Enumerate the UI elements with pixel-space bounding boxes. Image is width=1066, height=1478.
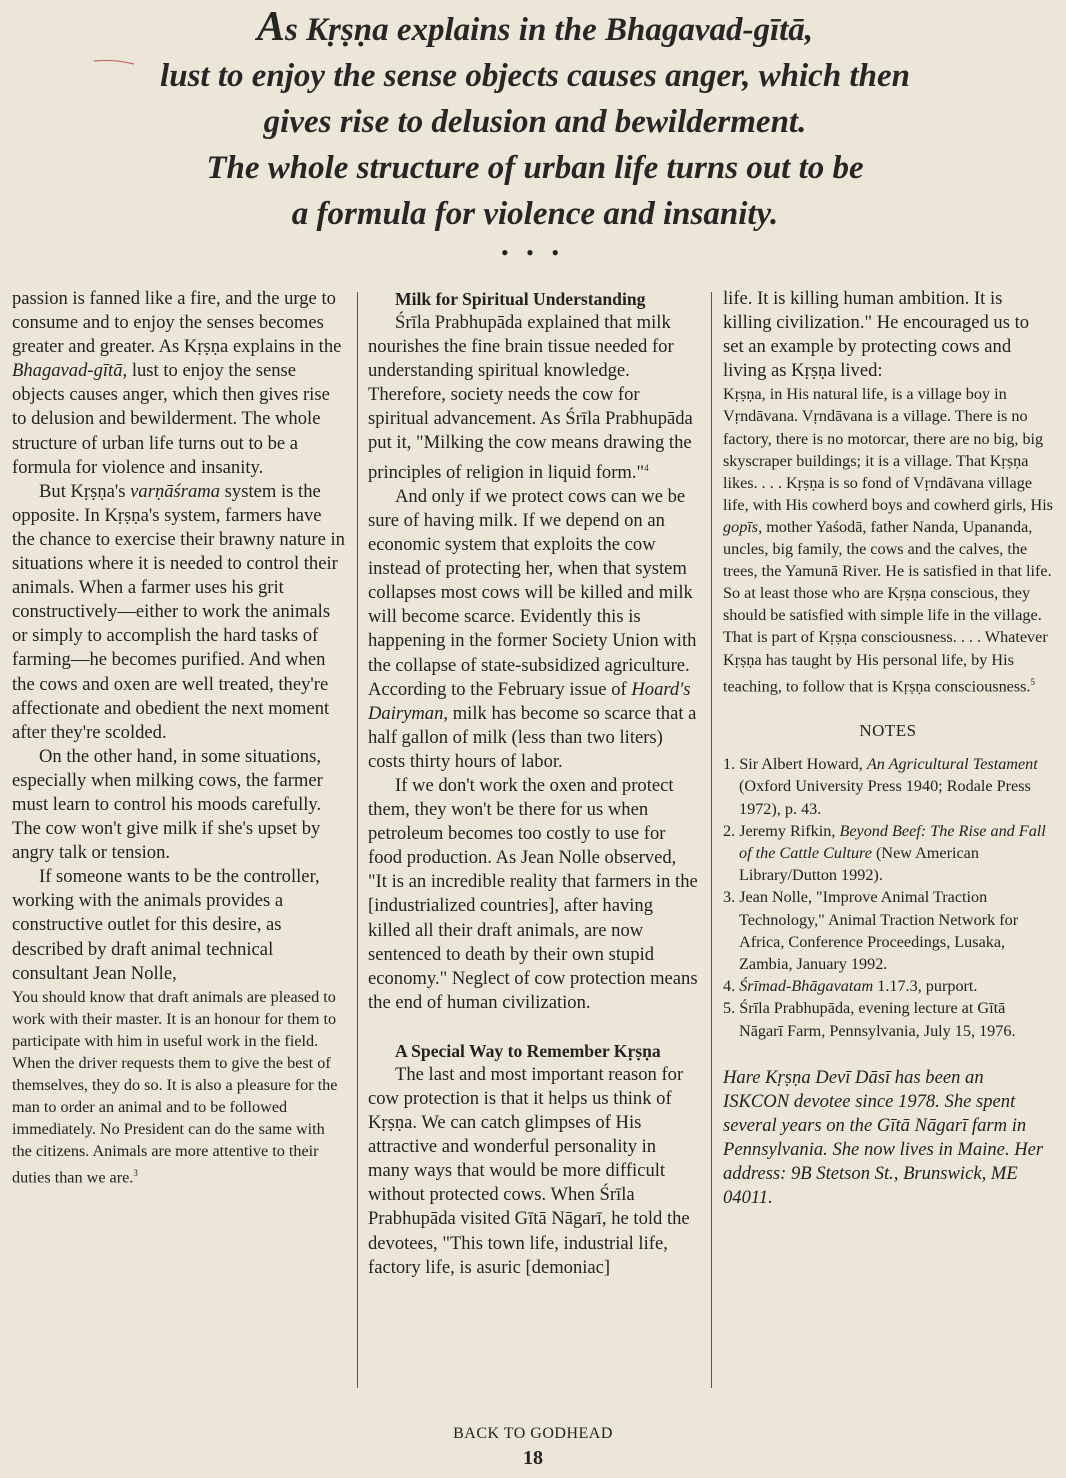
- magazine-name: BACK TO GODHEAD: [453, 1425, 613, 1442]
- paragraph: life. It is killing human ambition. It is killing civilization." He encouraged us to set an example by protecting cows and living as Kṛṣṇa lived:: [723, 288, 1030, 382]
- paragraph: But Kṛṣṇa's varṇāśrama system is the opposite. In Kṛṣṇa's system, farmers have the chance to exercise their brawny nature in situations where it is needed to control their animals. When a farmer uses his grit constructively—either to work the animals or simply to accomplish the hard tasks of farming—he becomes purified. And when the cows and oxen are well treated, they're affectionate and obedient the next moment after they're scolded.: [12, 480, 345, 743]
- author-bio: Hare Kṛṣṇa Devī Dāsī has been an ISKCON devotee since 1978. She spent several years on the Gītā Nāgarī farm in Pennsylvania. She now lives in Maine. Her address: 9B Stetson St., Brunswick, ME 04011.: [723, 1066, 1044, 1209]
- column-3: [723, 287, 1053, 1210]
- footnote-ref[interactable]: 4: [644, 462, 649, 473]
- pull-quote-line: lust to enjoy the sense objects causes anger, which then: [160, 58, 910, 94]
- pull-quote-text: s Kṛṣṇa explains in the Bhagavad-gītā,: [284, 12, 814, 48]
- paragraph: The last and most important reason for cow protection is that it helps us think of Kṛṣṇa. We can catch glimpses of His attractive and wonderful personality in many ways that would be more difficult without protected cows. When Śrīla Prabhupāda visited Gītā Nāgarī, he told the devotees, "This town life, industrial life, factory life, is asuric [demoniac]: [368, 1063, 690, 1278]
- drop-letter: A: [256, 4, 285, 50]
- paragraph: If we don't work the oxen and protect them, they won't be there for us when petroleum becomes too costly to use for food production. As Jean Nolle observed, "It is an incredible reality that farmers in the [industrialized countries], after having killed all their draft animals, are now sentenced to death by their own stupid economy." Neglect of cow protection means the end of human civilization.: [368, 774, 698, 1013]
- note-item: 2. Jeremy Rifkin, Beyond Beef: The Rise and Fall of the Cattle Culture (New American Library/Dutton 1992).: [723, 821, 1046, 885]
- pull-quote: [60, 4, 1010, 237]
- note-item: 3. Jean Nolle, "Improve Animal Traction Technology," Animal Traction Network for Africa, Conference Proceedings, Lusaka, Zambia, January 1992.: [723, 888, 1019, 973]
- pull-quote-line: The whole structure of urban life turns out to be: [206, 150, 864, 186]
- paragraph: On the other hand, in some situations, especially when milking cows, the farmer must learn to control his moods carefully. The cow won't give milk if she's upset by angry talk or tension.: [12, 745, 323, 864]
- footnote-ref[interactable]: 3: [133, 1168, 138, 1179]
- page-number: 18: [523, 1447, 543, 1469]
- pencil-mark: [92, 58, 136, 68]
- note-item: 5. Śrīla Prabhupāda, evening lecture at Gītā Nāgarī Farm, Pennsylvania, July 15, 1976.: [723, 999, 1016, 1040]
- note-item: 1. Sir Albert Howard, An Agricultural Testament (Oxford University Press 1940; Rodale Press 1972), p. 43.: [723, 755, 1038, 818]
- paragraph: passion is fanned like a fire, and the urge to consume and to enjoy the senses becomes greater and greater. As Kṛṣṇa explains in the Bhagavad-gītā, lust to enjoy the sense objects causes anger, which then gives rise to delusion and bewilderment. The whole structure of urban life turns out to be a formula for violence and insanity.: [12, 288, 342, 478]
- pull-quote-line: a formula for violence and insanity.: [291, 196, 779, 232]
- block-quote: You should know that draft animals are pleased to work with their master. It is an honour for them to participate with him in useful work in the field. When the driver requests them to give the best of themselves, they do so. It is also a pleasure for the man to order an animal and to be followed immediately. No President can do the same with the citizens. Animals are more attentive to their duties than we are.$^3$: [12, 987, 338, 1187]
- pull-quote-line: gives rise to delusion and bewilderment.: [263, 104, 807, 140]
- footnote-ref[interactable]: 5: [1030, 676, 1036, 687]
- note-item: 4. Śrīmad-Bhāgavatam 1.17.3, purport.: [723, 977, 978, 996]
- pull-quote-line: [60, 4, 1010, 53]
- paragraph: Śrīla Prabhupāda explained that milk nourishes the fine brain tissue needed for understanding spiritual knowledge. Therefore, society needs the cow for spiritual advancement. As Śrīla Prabhupāda put it, "Milking the cow means drawing the principles of religion in liquid form."$^4$: [368, 312, 693, 483]
- column-1: [12, 287, 347, 1189]
- section-heading: Milk for Spiritual Understanding: [395, 289, 646, 309]
- notes-list: [723, 753, 1053, 1042]
- block-quote: Kṛṣṇa, in His natural life, is a village boy in Vṛndāvana. Vṛndāvana is a village. There is no factory, there is no motorcar, there are no big, big skyscraper buildings; it is a village. That Kṛṣṇa likes. . . . Kṛṣṇa is so fond of Vṛndāvana village life, with His cowherd boys and cowherd girls, His gopīs, mother Yaśodā, father Nanda, Upananda, uncles, big family, the cows and the calves, the trees, the Yamunā River. He is satisfied in that life. So at least those who are Kṛṣṇa conscious, they should be satisfied with simple life in the village. That is part of Kṛṣṇa consciousness. . . . Whatever Kṛṣṇa has taught by His personal life, by His teaching, to follow that is Kṛṣṇa consciousness.$^5$: [723, 385, 1053, 695]
- paragraph: If someone wants to be the controller, working with the animals provides a constructive outlet for this desire, as described by draft animal technical consultant Jean Nolle,: [12, 866, 320, 984]
- paragraph: And only if we protect cows can we be sure of having milk. If we depend on an economic system that exploits the cow instead of protecting her, when that system collapses most cows will be killed and milk will become scarce. Evidently this is happening in the former Society Union with the collapse of state-subsidized agriculture. According to the February issue of Hoard's Dairyman, milk has become so scarce that a half gallon of milk (less than two liters) costs thirty hours of labor.: [368, 485, 697, 772]
- column-rule: [711, 292, 712, 1388]
- section-separator: • • •: [500, 240, 566, 265]
- section-heading: A Special Way to Remember Kṛṣṇa: [395, 1040, 661, 1061]
- column-2: [368, 287, 698, 1280]
- notes-title: NOTES: [859, 721, 917, 741]
- column-rule: [357, 292, 358, 1388]
